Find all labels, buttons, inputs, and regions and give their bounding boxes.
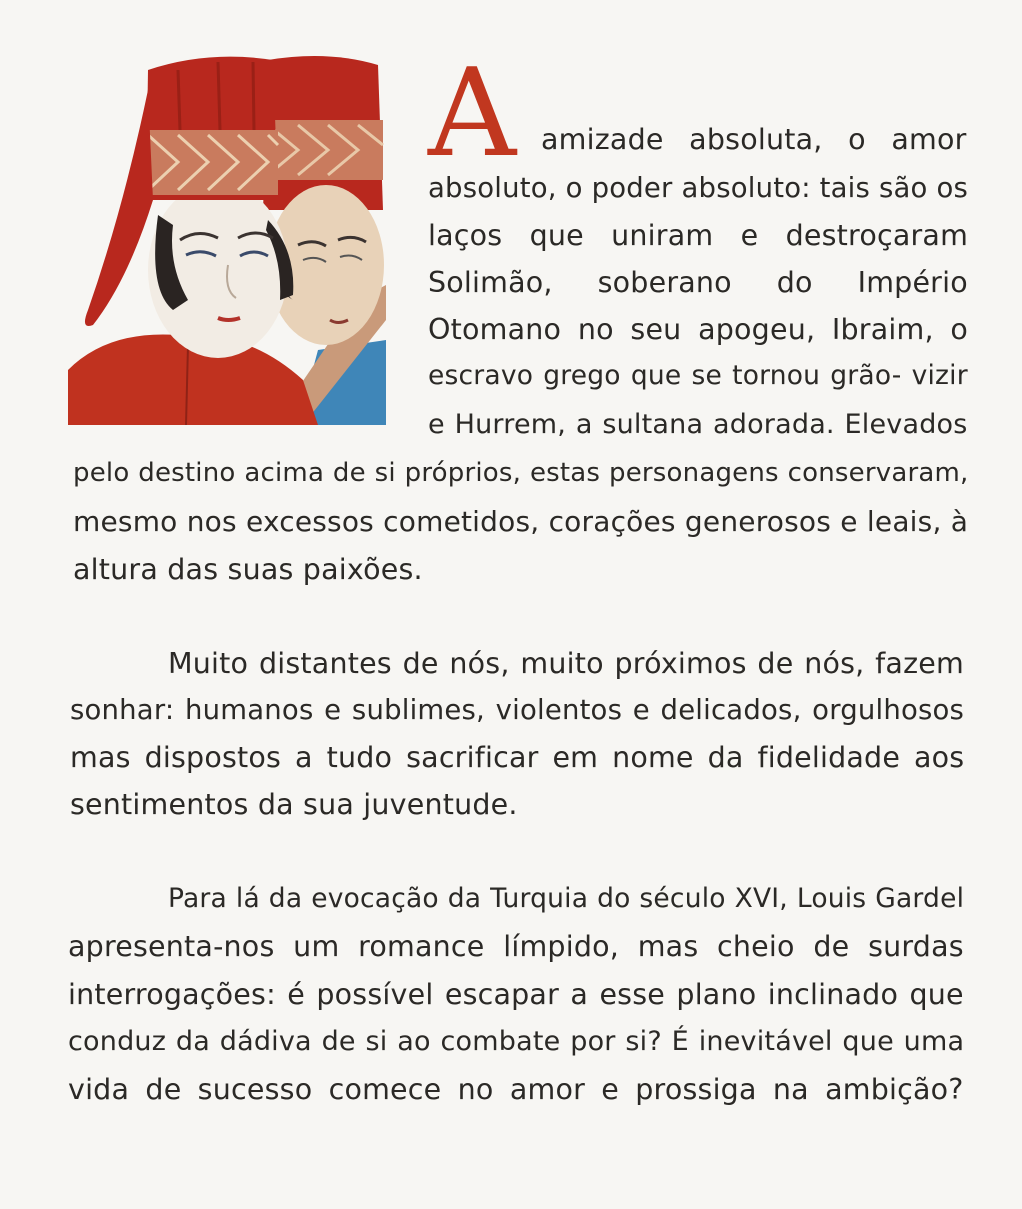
intro-line-2: absoluto, o poder absoluto: tais são os: [428, 172, 969, 204]
two-ottoman-figures-icon: [68, 50, 386, 425]
intro-line-6: escravo grego que se tornou grão- vizir: [428, 360, 968, 391]
intro-line-10: altura das suas paixões.: [73, 553, 423, 586]
drop-cap: A: [428, 42, 517, 184]
intro-line-7: e Hurrem, a sultana adorada. Elevados: [428, 409, 968, 440]
p3-line-3: interrogações: é possível escapar a esse plano inclinado que: [68, 978, 964, 1011]
p2-line-2: sonhar: humanos e sublimes, violentos e delicados, orgulhosos: [70, 694, 965, 726]
p3-line-2: apresenta-nos um romance límpido, mas cheio de surdas: [68, 930, 964, 963]
intro-line-1: amizade absoluta, o amor: [541, 123, 967, 156]
p3-line-1: Para lá da evocação da Turquia do século XVI, Louis Gardel: [168, 883, 965, 914]
p3-line-5: vida de sucesso comece no amor e prossiga na ambição?: [68, 1073, 964, 1106]
p2-line-3: mas dispostos a tudo sacrificar em nome da fidelidade aos: [70, 741, 965, 774]
intro-line-3: laços que uniram e destroçaram: [428, 219, 969, 252]
p2-line-1: Muito distantes de nós, muito próximos de nós, fazem: [168, 647, 964, 680]
intro-line-4: Solimão, soberano do Império: [428, 266, 968, 299]
intro-line-8: pelo destino acima de si próprios, estas personagens conservaram,: [73, 458, 969, 488]
p2-line-4: sentimentos da sua juventude.: [70, 788, 518, 821]
ottoman-figures-illustration: [68, 50, 386, 425]
intro-line-5: Otomano no seu apogeu, Ibraim, o: [428, 313, 969, 346]
intro-line-9: mesmo nos excessos cometidos, corações generosos e leais, à: [73, 505, 969, 538]
p3-line-4: conduz da dádiva de si ao combate por si? É inevitável que uma: [68, 1026, 965, 1057]
